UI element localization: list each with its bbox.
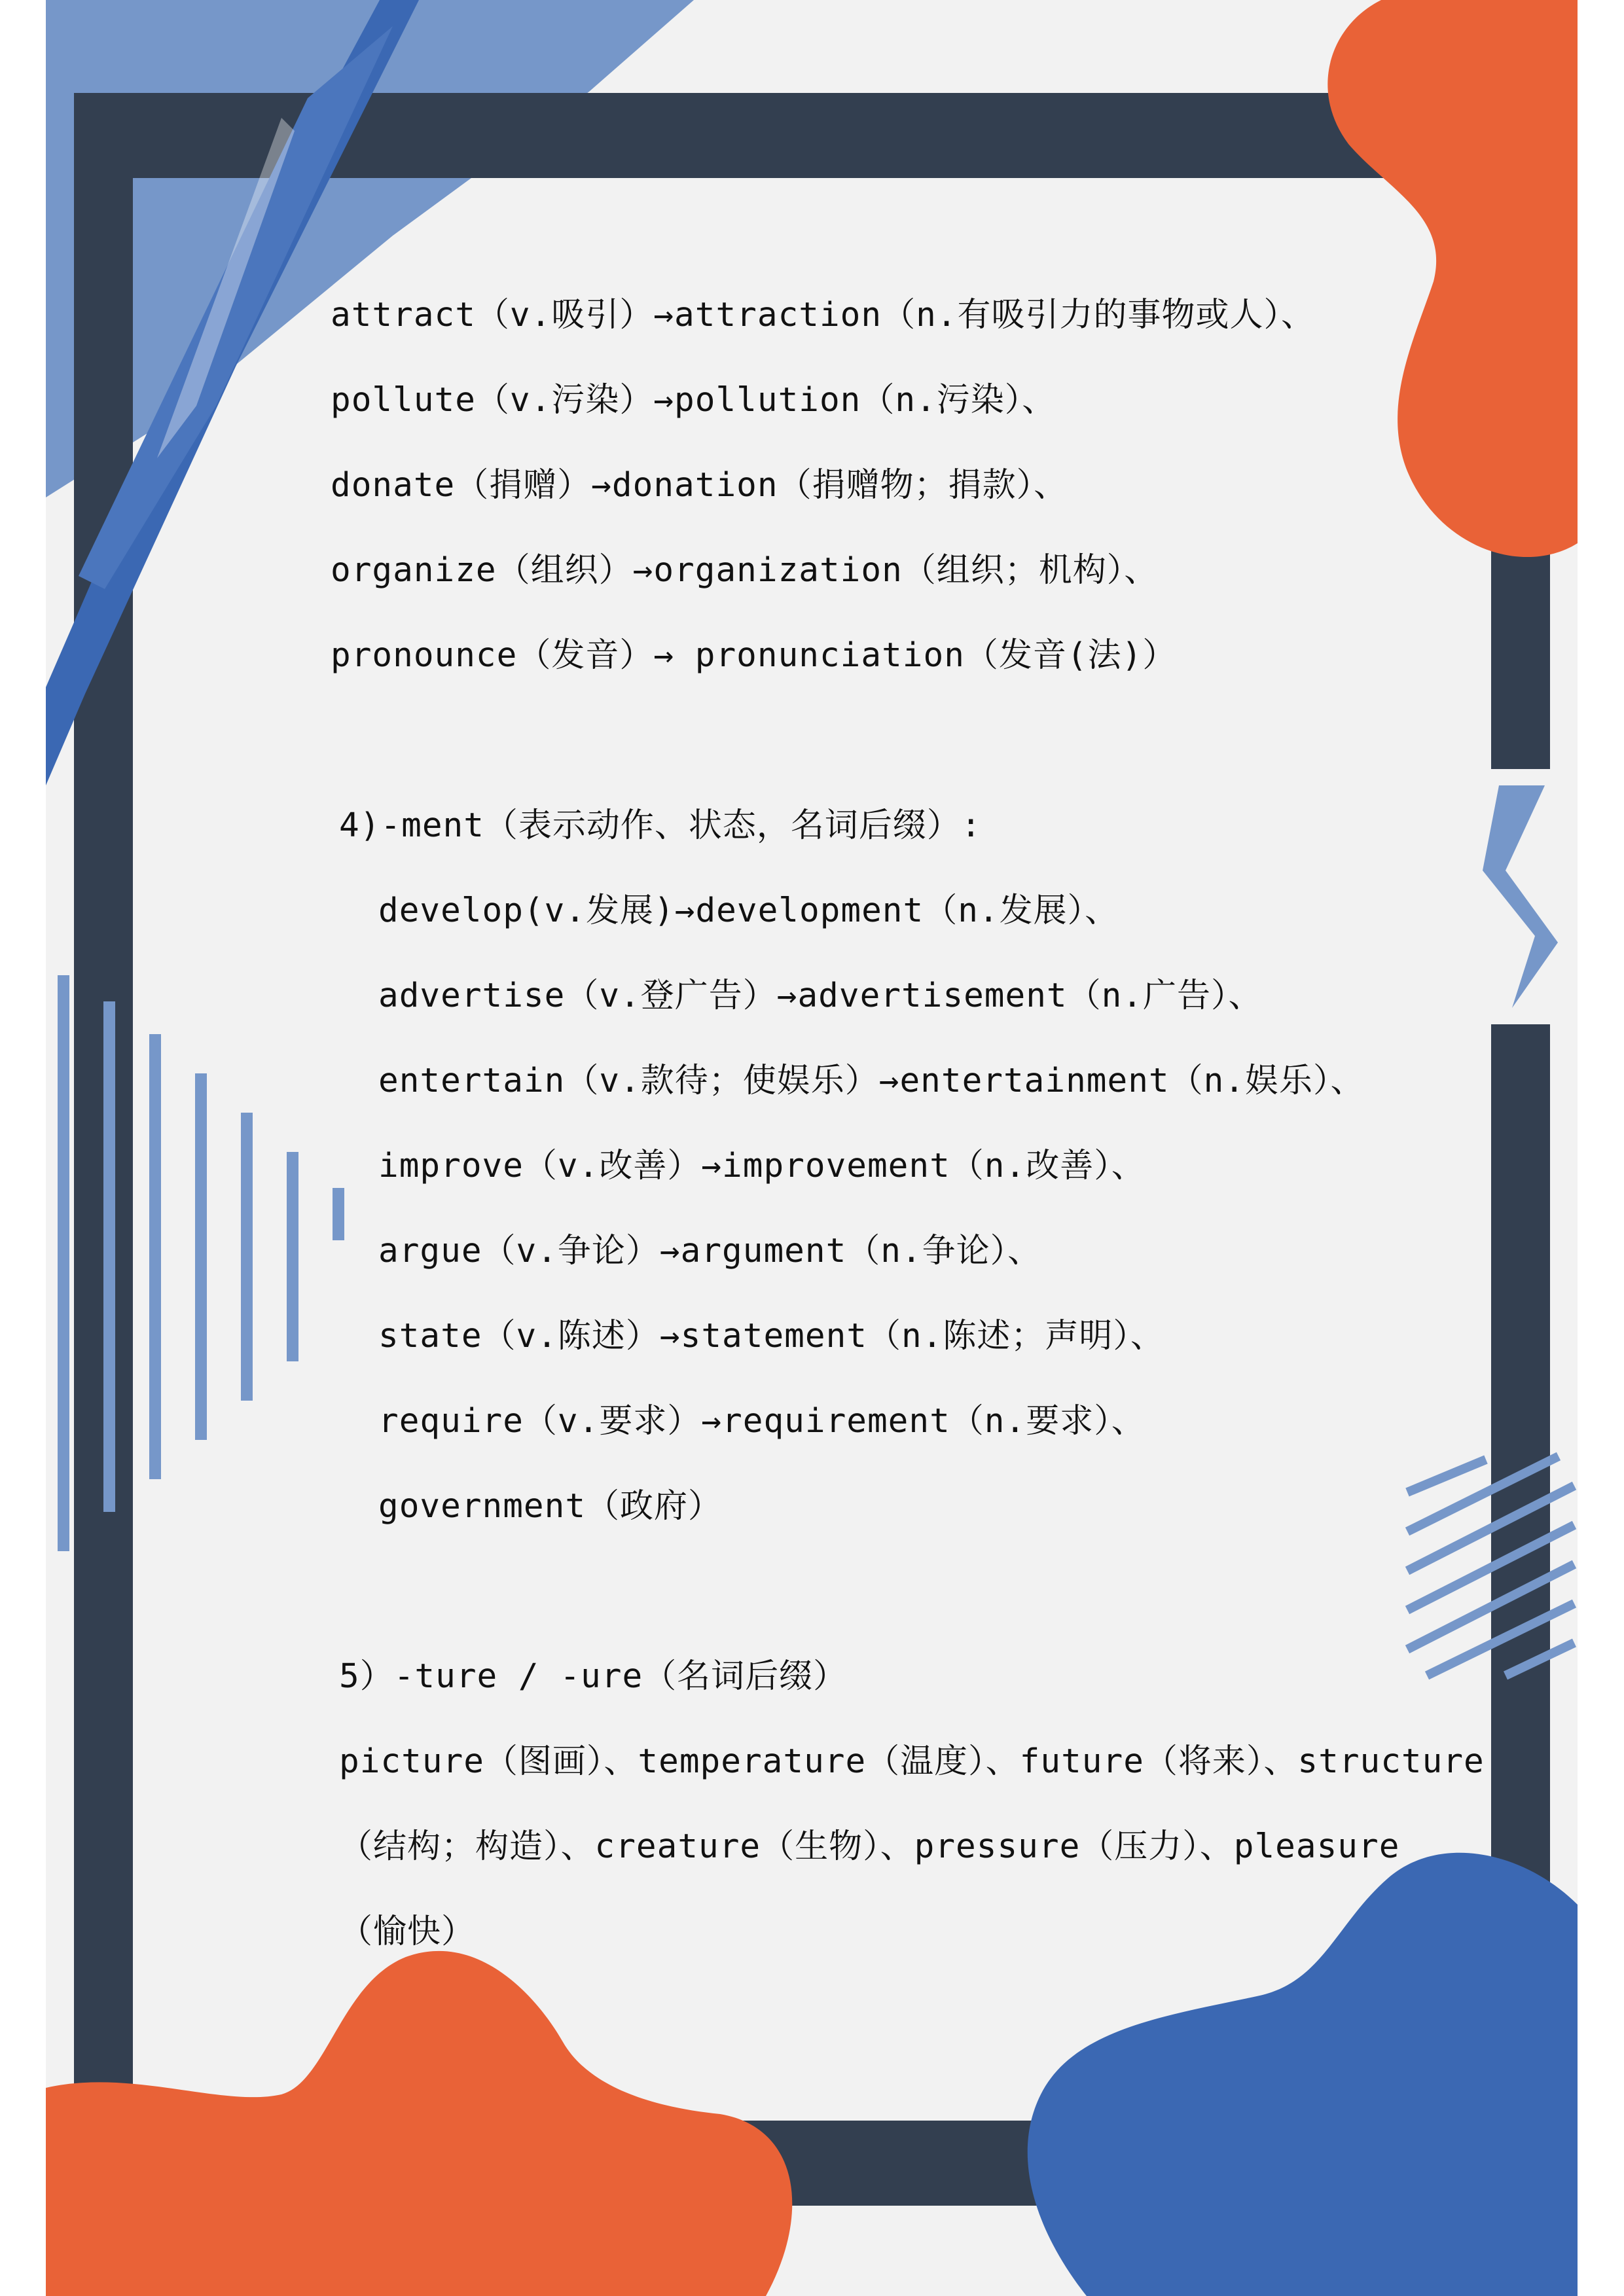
word-pair-line: improve（v.改善）→improvement（n.改善）、 (378, 1147, 1146, 1185)
word-pair-line: develop(v.发展)→development（n.发展）、 (378, 891, 1119, 930)
section-heading-ment: 4)-ment（表示动作、状态，名词后缀）: (339, 806, 982, 845)
orange-blob-top (1327, 0, 1578, 557)
word-pair-line: donate（捐赠）→donation（捐赠物；捐款）、 (331, 466, 1068, 505)
word-pair-line: advertise（v.登广告）→advertisement（n.广告）、 (378, 977, 1263, 1015)
word-pair-line: pronounce（发音）→ pronunciation（发音(法)） (331, 636, 1177, 675)
section-heading-ture: 5）-ture / -ure（名词后缀） (339, 1657, 848, 1696)
word-pair-line: state（v.陈述）→statement（n.陈述；声明）、 (378, 1317, 1164, 1355)
word-pair-line: pollute（v.污染）→pollution（n.污染）、 (331, 381, 1056, 420)
word-pair-line: argue（v.争论）→argument（n.争论）、 (378, 1232, 1042, 1270)
paragraph-line: picture（图画）、temperature（温度）、future（将来）、structure (339, 1742, 1485, 1781)
orange-blob-bottom (46, 1951, 792, 2296)
word-pair-line: entertain（v.款待；使娱乐）→entertainment（n.娱乐）、 (378, 1062, 1365, 1100)
blue-blob-bottom (1028, 1853, 1578, 2296)
word-pair-line: government（政府） (378, 1487, 723, 1526)
word-pair-line: attract（v.吸引）→attraction（n.有吸引力的事物或人）、 (331, 296, 1316, 334)
paragraph-line: （结构；构造）、creature（生物）、pressure（压力）、pleasure (339, 1827, 1400, 1866)
word-pair-line: organize（组织）→organization（组织；机构）、 (331, 551, 1159, 590)
word-pair-line: require（v.要求）→requirement（n.要求）、 (378, 1402, 1146, 1441)
paragraph-line: （愉快） (339, 1912, 476, 1951)
